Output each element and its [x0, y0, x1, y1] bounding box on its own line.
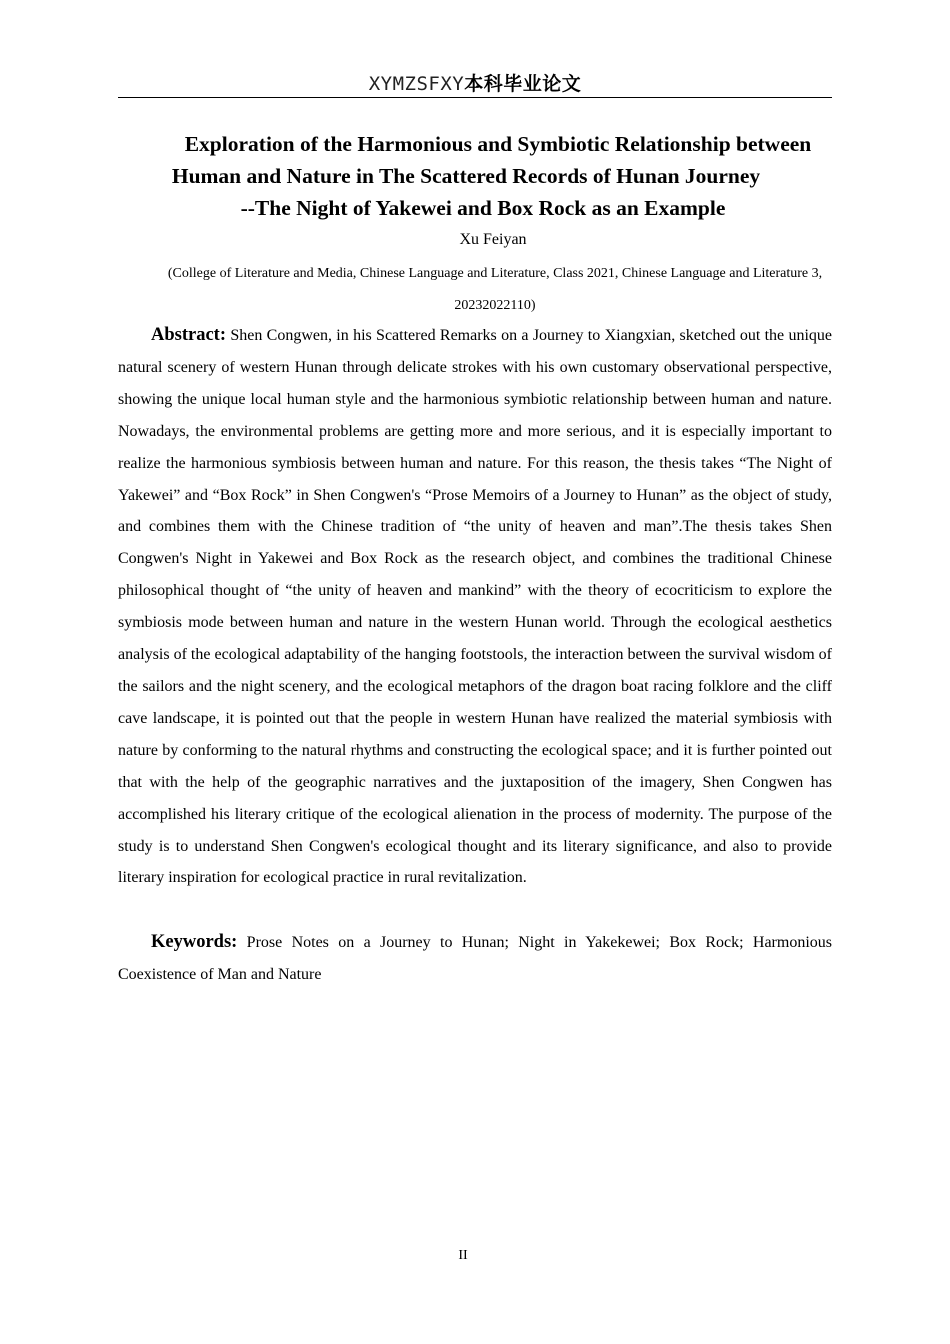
page-number: II	[458, 1248, 468, 1263]
title-line-1: Exploration of the Harmonious and Symbiotic Relationship between	[184, 132, 812, 156]
running-header	[118, 70, 832, 97]
header-thesis-label: 本科毕业论文	[464, 73, 582, 95]
author-affiliation: (College of Literature and Media, Chinese Language and Literature, Class 2021, Chinese Language and Literature 3, 20232022110)	[167, 266, 823, 313]
abstract-paragraph	[118, 320, 832, 894]
header-school-code: XYMZSFXY	[368, 73, 465, 95]
paper-title	[118, 128, 878, 224]
keywords-paragraph	[118, 927, 832, 990]
abstract-label: Abstract:	[151, 325, 227, 345]
keywords-label: Keywords:	[151, 932, 238, 952]
title-line-2: Human and Nature in The Scattered Records of Hunan Journey	[171, 164, 761, 188]
author-name: Xu Feiyan	[459, 231, 527, 248]
title-line-3: --The Night of Yakewei and Box Rock as an Example	[240, 196, 726, 220]
abstract-text: Shen Congwen, in his Scattered Remarks on a Journey to Xiangxian, sketched out the unique natural scenery of western Hunan through delicate strokes with his own customary observational perspective, showing the unique local human style and the harmonious symbiotic relationship between human and nature. Nowadays, the environmental problems are getting more and more serious, and it is especially important to realize the harmonious symbiosis between human and nature. For this reason, the thesis takes “The Night of Yakewei” and “Box Rock” in Shen Congwen's “Prose Memoirs of a Journey to Hunan” as the object of study, and combines them with the Chinese tradition of “the unity of heaven and man”.The thesis takes Shen Congwen's Night in Yakewei and Box Rock as the research object, and combines the traditional Chinese philosophical thought of “the unity of heaven and mankind” with the theory of ecocriticism to explore the symbiosis mode between human and nature in the western Hunan world. Through the ecological aesthetics analysis of the ecological adaptability of the hanging footstools, the interaction between the survival wisdom of the sailors and the night scenery, and the ecological metaphors of the dragon boat racing folklore and the cliff cave landscape, it is pointed out that the people in western Hunan have realized the material symbiosis with nature by conforming to the natural rhythms and constructing the ecological space; and it is further pointed out that with the help of the geographic narratives and the juxtaposition of the imagery, Shen Congwen has accomplished his literary critique of the ecological alienation in the process of modernity. The purpose of the study is to understand Shen Congwen's ecological thought and its literary significance, and also to provide literary inspiration for ecological practice in rural revitalization.	[118, 327, 833, 887]
header-divider	[118, 97, 832, 98]
keywords-text: Prose Notes on a Journey to Hunan; Night in Yakekewei; Box Rock; Harmonious Coexistence of Man and Nature	[118, 934, 833, 983]
